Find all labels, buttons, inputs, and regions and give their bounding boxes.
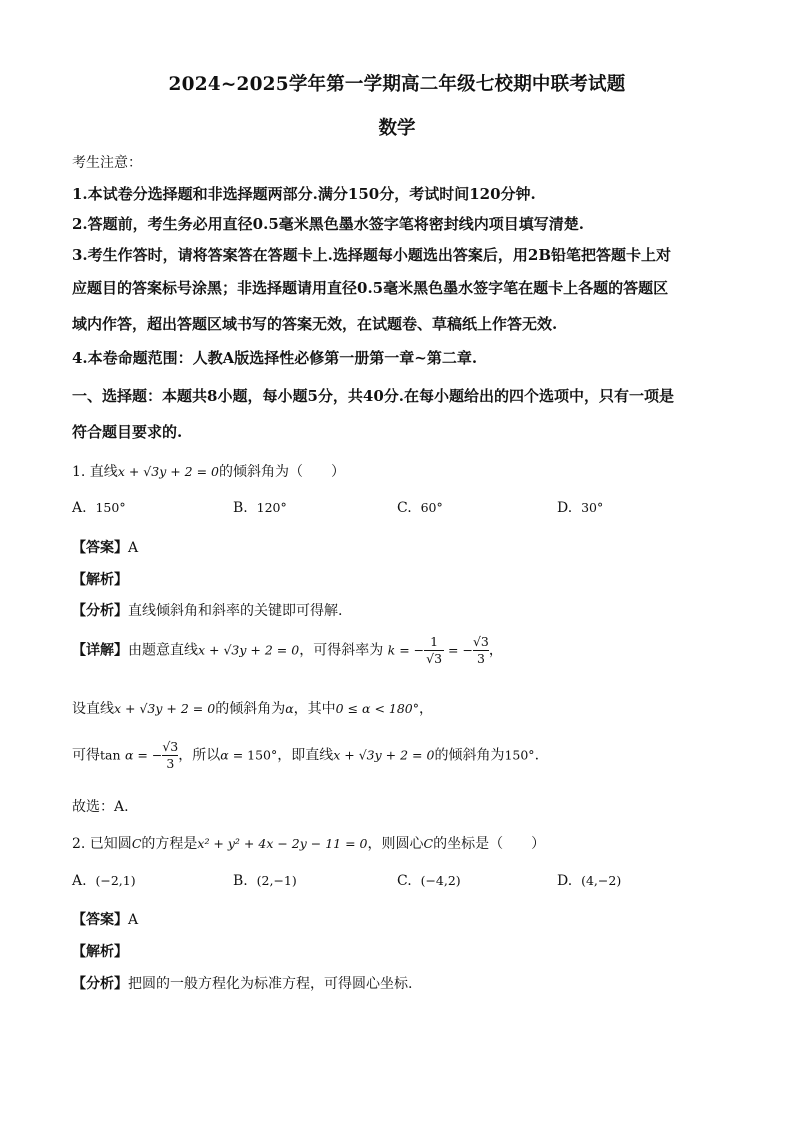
q2-option-b: B. (2,−1) bbox=[233, 873, 297, 889]
q1-stem bbox=[72, 461, 345, 481]
notice-item-2: 2.答题前，考生务必用直径0.5毫米黑色墨水签字笔将密封线内项目填写清楚. bbox=[72, 215, 584, 233]
q1-answer: 【答案】A bbox=[72, 540, 139, 556]
q1-detail-line1: 【详解】由题意直线x + √3y + 2 = 0，可得斜率为 k = − $\frac{1}{√3}$ = − $\frac{√3}{3}$ ， bbox=[72, 634, 503, 666]
subject-title: 数学 bbox=[378, 118, 416, 139]
section-heading-line2: 符合题目要求的. bbox=[72, 423, 183, 441]
q1-option-d: D. 30° bbox=[557, 500, 604, 516]
q1-conclusion: 故选：A. bbox=[72, 799, 129, 815]
q1-equation: x + √3y + 2 = 0 bbox=[117, 464, 220, 479]
q2-option-c: C. (−4,2) bbox=[397, 873, 461, 889]
notice-item-3-cont: 应题目的答案标号涂黑；非选择题请用直径0.5毫米黑色墨水签字笔在题卡上各题的答题区 bbox=[72, 279, 669, 297]
q2-answer: 【答案】A bbox=[72, 912, 139, 928]
q1-option-a: A. 150° bbox=[72, 500, 126, 516]
notice-item-1: 1.本试卷分选择题和非选择题两部分.满分150分，考试时间120分钟. bbox=[72, 185, 536, 203]
notice-item-3-cont2: 域内作答，超出答题区域书写的答案无效，在试题卷、草稿纸上作答无效. bbox=[72, 315, 558, 333]
q1-prefix: 1. 直线 bbox=[72, 464, 118, 480]
q2-analysis-tag: 【解析】 bbox=[72, 944, 128, 960]
q2-option-d: D. (4,−2) bbox=[557, 873, 622, 889]
q2-option-a: A. (−2,1) bbox=[72, 873, 136, 889]
notice-item-3: 3.考生作答时，请将答案答在答题卡上.选择题每小题选出答案后，用2B铅笔把答题卡上对 bbox=[72, 246, 672, 264]
q2-fenxi: 【分析】把圆的一般方程化为标准方程，可得圆心坐标. bbox=[72, 976, 413, 992]
section-heading-line1: 一、选择题：本题共8小题，每小题5分，共40分.在每小题给出的四个选项中，只有一项是 bbox=[72, 387, 674, 405]
notice-heading: 考生注意： bbox=[72, 155, 142, 171]
exam-title: 2024~2025学年第一学期高二年级七校期中联考试题 bbox=[168, 74, 626, 95]
q1-detail-line2: 设直线x + √3y + 2 = 0的倾斜角为α，其中0 ≤ α < 180°， bbox=[72, 701, 433, 717]
q1-option-b: B. 120° bbox=[233, 500, 287, 516]
q1-fenxi: 【分析】直线倾斜角和斜率的关键即可得解. bbox=[72, 603, 343, 619]
q1-option-c: C. 60° bbox=[397, 500, 443, 516]
q1-detail-line3: 可得tan α = − $\frac{√3}{3}$ ，所以α = 150°，即直线x + √3y + 2 = 0的倾斜角为150°. bbox=[72, 739, 540, 771]
notice-item-4: 4.本卷命题范围：人教A版选择性必修第一册第一章~第二章. bbox=[72, 349, 478, 367]
q1-suffix: 的倾斜角为（ ） bbox=[219, 464, 346, 480]
q1-analysis-tag: 【解析】 bbox=[72, 572, 128, 588]
q2-stem: 2. 已知圆C的方程是x² + y² + 4x − 2y − 11 = 0，则圆心C的坐标是（ ） bbox=[72, 836, 546, 852]
